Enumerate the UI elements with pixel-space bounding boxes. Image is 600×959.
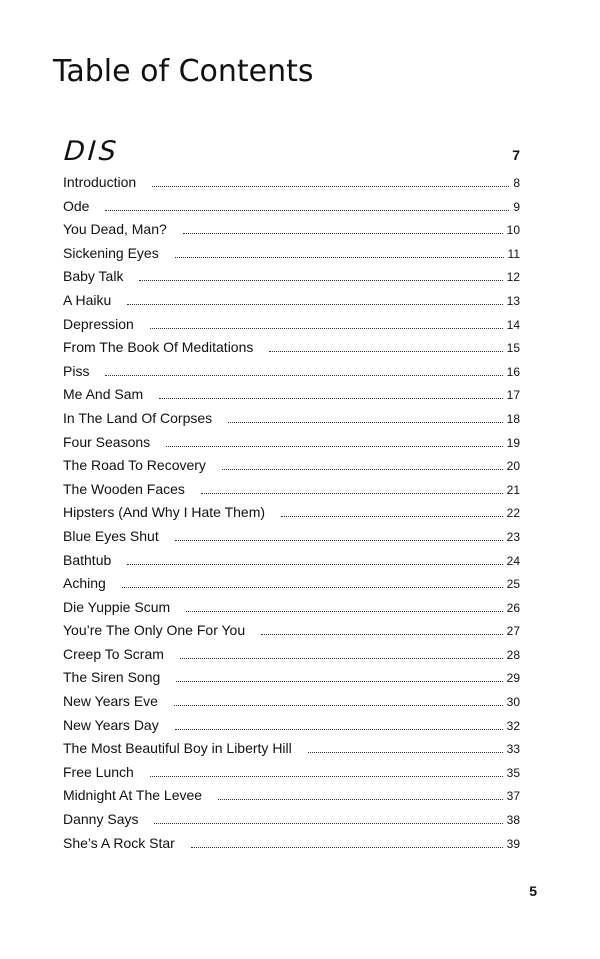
entry-title: Aching [63,575,106,592]
section-page-number: 7 [512,147,520,163]
toc-entry [63,575,520,599]
toc-entry [63,787,520,811]
entry-page-number: 16 [506,364,520,379]
entry-page-number: 38 [506,813,520,828]
dot-leader [269,350,502,352]
entry-title: You Dead, Man? [63,221,167,238]
entry-page-number: 23 [506,529,520,544]
page-title: Table of Contents [53,54,314,89]
entry-page-number: 27 [506,624,520,639]
dot-leader [105,374,502,376]
entry-page-number: 39 [506,836,520,851]
toc-entry [63,481,520,505]
dot-leader [186,610,503,612]
entry-page-number: 21 [506,482,520,497]
entry-title: Four Seasons [63,433,151,450]
dot-leader [105,209,509,211]
entry-page-number: 22 [506,506,520,521]
dot-leader [174,704,503,706]
toc-entry [63,363,520,387]
entry-page-number: 19 [506,435,520,450]
entry-title: Ode [63,197,90,214]
entry-title: Piss [63,362,90,379]
entry-page-number: 17 [506,388,520,403]
dot-leader [180,657,503,659]
entry-page-number: 24 [506,553,520,568]
toc-entry [63,740,520,764]
toc-entry [63,245,520,269]
toc-entry [63,174,520,198]
dot-leader [281,515,503,517]
entry-title: Creep To Scram [63,645,164,662]
entry-title: Blue Eyes Shut [63,527,159,544]
toc-entry [63,835,520,859]
entry-page-number: 11 [507,246,520,261]
toc-entry [63,198,520,222]
entry-title: Bathtub [63,551,112,568]
entry-page-number: 28 [506,647,520,662]
entry-title: The Wooden Faces [63,480,185,497]
entry-page-number: 32 [506,718,520,733]
entry-title: The Road To Recovery [63,457,206,474]
toc-entry [63,764,520,788]
entry-title: Depression [63,315,134,332]
entry-page-number: 14 [506,317,520,332]
toc-entry [63,528,520,552]
entry-title: Hipsters (And Why I Hate Them) [63,504,266,521]
entry-page-number: 30 [506,695,520,710]
entry-title: Free Lunch [63,763,134,780]
toc-entry [63,268,520,292]
dot-leader [261,633,503,635]
entry-page-number: 10 [506,223,520,238]
entry-page-number: 35 [506,765,520,780]
entry-title: Sickening Eyes [63,244,159,261]
toc-entry [63,646,520,670]
dot-leader [175,539,503,541]
toc-entry [63,811,520,835]
dot-leader [308,751,503,753]
toc-entry [63,599,520,623]
entry-page-number: 29 [506,671,520,686]
dot-leader [228,421,502,423]
dot-leader [150,327,503,329]
entry-title: The Siren Song [63,669,161,686]
toc-entry [63,622,520,646]
entry-title: A Haiku [63,291,112,308]
toc-entry [63,504,520,528]
entry-page-number: 25 [506,577,520,592]
entry-title: Danny Says [63,811,139,828]
dot-leader [175,256,504,258]
entry-title: From The Book Of Meditations [63,339,254,356]
entry-page-number: 12 [506,270,520,285]
entry-page-number: 18 [506,411,520,426]
entry-title: Introduction [63,174,137,190]
section-title: DIS [63,136,121,167]
dot-leader [201,492,503,494]
toc-entry [63,552,520,576]
entry-page-number: 26 [506,600,520,615]
dot-leader [183,232,503,234]
entry-page-number: 20 [506,459,520,474]
section-heading [63,136,520,170]
entry-title: Die Yuppie Scum [63,598,171,615]
entry-title: Me And Sam [63,386,144,403]
dot-leader [154,822,502,824]
dot-leader [175,728,503,730]
dot-leader [127,303,502,305]
dot-leader [191,846,503,848]
toc-entry [63,386,520,410]
dot-leader [166,445,502,447]
page-number: 5 [529,883,537,899]
entry-page-number: 37 [506,789,520,804]
dot-leader [159,397,502,399]
toc-entry [63,410,520,434]
dot-leader [218,798,503,800]
toc-entry [63,693,520,717]
toc-entry [63,221,520,245]
entry-title: The Most Beautiful Boy in Liberty Hill [63,740,292,757]
entry-title: New Years Day [63,716,159,733]
entry-page-number: 8 [513,176,520,190]
toc-entry [63,316,520,340]
entry-title: Baby Talk [63,268,124,285]
entry-title: You’re The Only One For You [63,622,246,639]
entry-title: Midnight At The Levee [63,787,203,804]
dot-leader [139,279,502,281]
entry-page-number: 13 [506,293,520,308]
contents-list [63,174,520,858]
toc-entry [63,434,520,458]
toc-entry [63,717,520,741]
entry-title: In The Land Of Corpses [63,409,213,426]
entry-page-number: 33 [506,742,520,757]
entry-title: New Years Eve [63,693,158,710]
toc-entry [63,292,520,316]
entry-page-number: 9 [513,199,520,214]
entry-title: She’s A Rock Star [63,834,175,851]
toc-entry [63,669,520,693]
toc-entry [63,457,520,481]
entry-page-number: 15 [506,341,520,356]
toc-entry [63,339,520,363]
dot-leader [176,680,502,682]
dot-leader [150,775,503,777]
dot-leader [152,185,509,187]
dot-leader [127,563,502,565]
dot-leader [222,468,503,470]
dot-leader [122,586,503,588]
